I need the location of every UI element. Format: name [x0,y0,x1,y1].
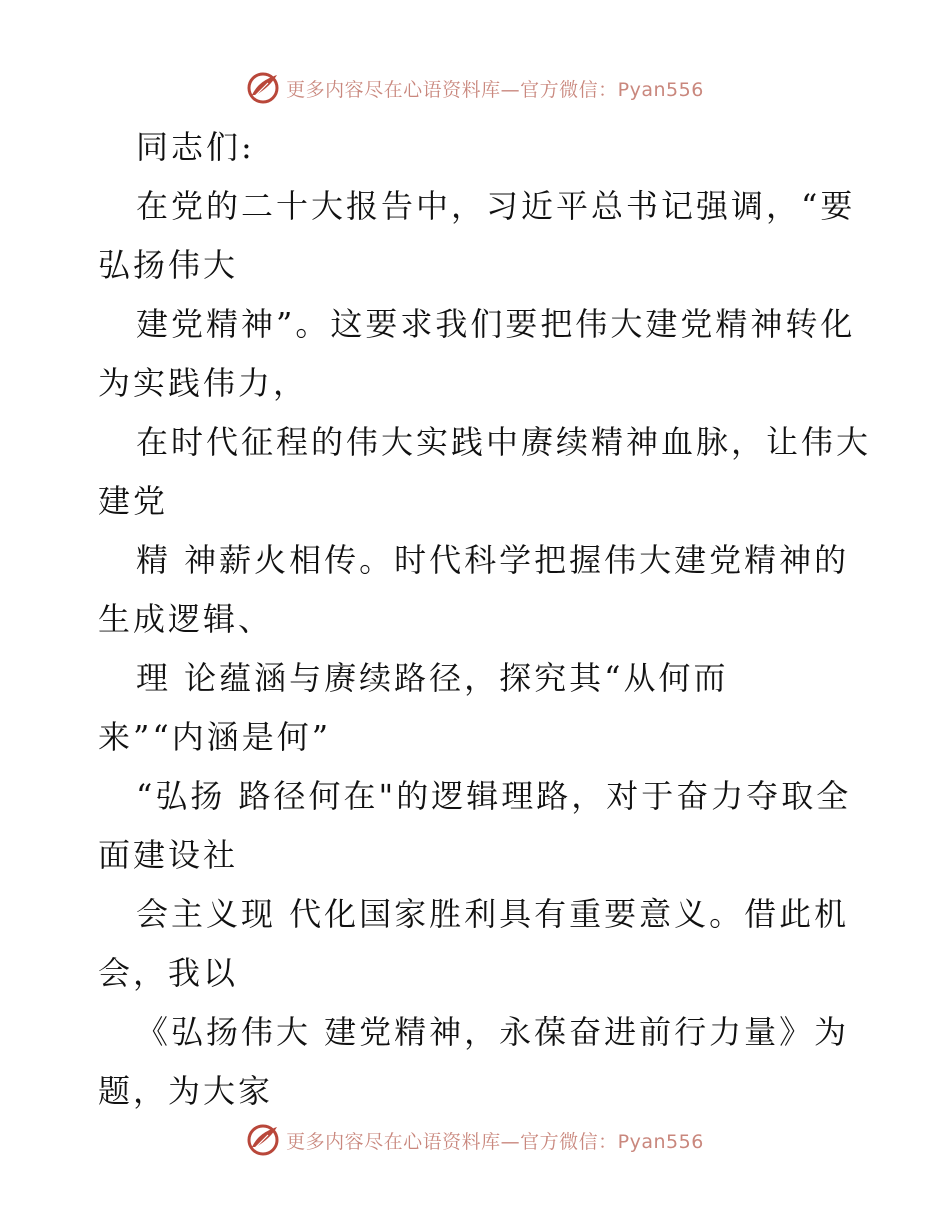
text-line: 面建设社 [98,836,239,874]
watermark-text: 更多内容尽在心语资料库—官方微信：Pyan556 [286,1130,704,1153]
text-line: 精 神薪火相传。时代科学把握伟大建党精神的 [136,541,850,579]
feather-pen-logo-icon [246,1123,280,1157]
feather-pen-logo-icon [246,71,280,105]
text-line: 来”“内涵是何” [98,718,332,756]
text-line: 题，为大家 [98,1072,274,1110]
text-line: 理 论蕴涵与赓续路径，探究其“从何而 [136,659,729,697]
text-line: 在党的二十大报告中，习近平总书记强调，“要 [136,187,856,225]
text-line: 同志们: [136,128,255,166]
footer-watermark [0,1122,950,1158]
watermark-text: 更多内容尽在心语资料库—官方微信：Pyan556 [286,78,704,101]
text-line: 会主义现 代化国家胜利具有重要意义。借此机 [136,895,850,933]
text-line: 在时代征程的伟大实践中赓续精神血脉，让伟大 [136,423,872,461]
text-line: 会，我以 [98,954,239,992]
text-line: 弘扬伟大 [98,246,239,284]
header-watermark [0,70,950,106]
text-line: 建党精神”。这要求我们要把伟大建党精神转化 [136,305,856,343]
text-line: “弘扬 路径何在"的逻辑理路，对于奋力夺取全 [136,777,852,815]
text-line: 为实践伟力， [98,364,309,402]
text-line: 建党 [98,482,169,520]
text-line: 《弘扬伟大 建党精神，永葆奋进前行力量》为 [136,1013,850,1051]
text-line: 生成逻辑、 [98,600,274,638]
document-body [98,118,872,1121]
